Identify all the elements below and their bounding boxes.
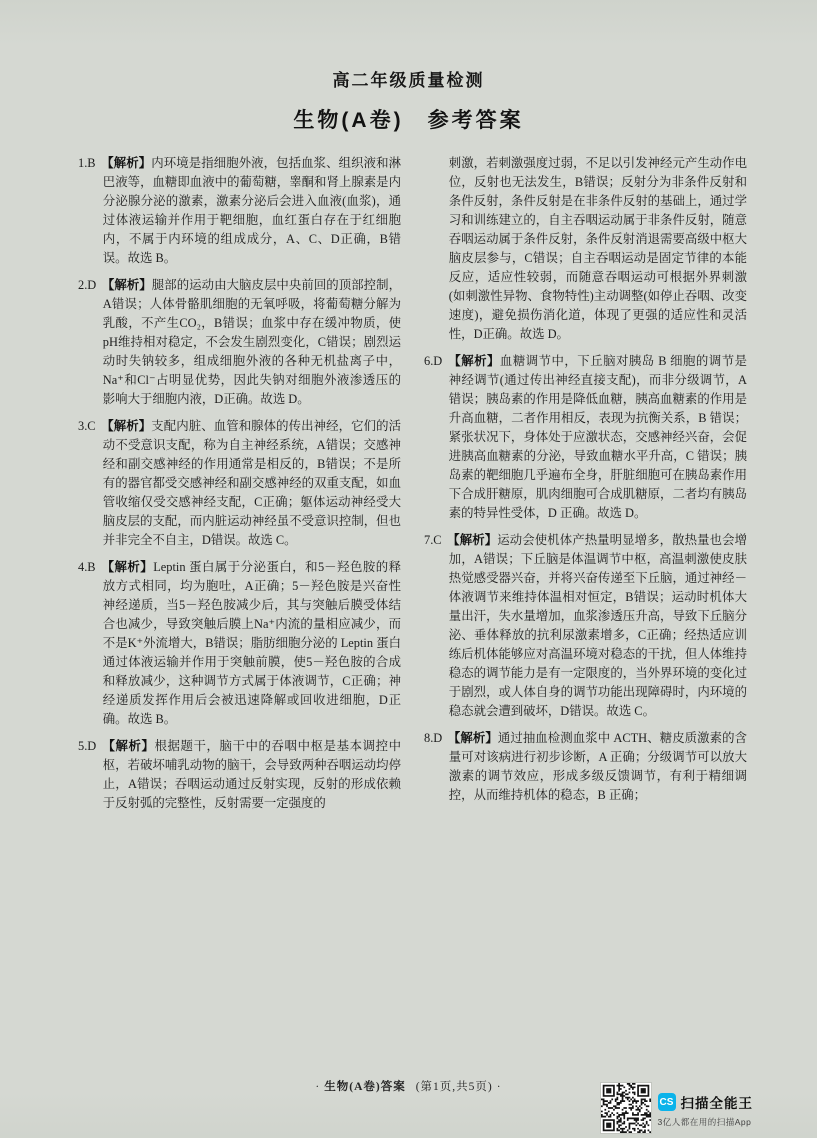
left-column xyxy=(78,154,401,1054)
answer-item-5-continuation xyxy=(424,154,747,344)
answer-text: 支配内脏、血管和腺体的传出神经，它们的活动不受意识支配，称为自主神经系统，A错误；交感神经和副交感神经的作用通常是相反的，B错误；不是所有的器官都受交感神经和副交感神经的双重支配，如血管收缩仅受交感神经支配，C正确；躯体运动神经受大脑皮层的支配，而内脏运动神经虽不受意识控制，但也并非完全不自主，D错误。故选 C。 xyxy=(102,419,402,547)
answer-text: 腿部的运动由大脑皮层中央前回的顶部控制，A错误；人体骨骼肌细胞的无氧呼吸，将葡萄糖分解为乳酸，不产生CO₂，B错误；血浆中存在缓冲物质，使pH维持相对稳定，不会发生剧烈变化，C错误；剧烈运动时失钠较多，组成细胞外液的各种无机盐离子中，Na⁺和Cl⁻占明显优势，因此失钠对细胞外液渗透压的影响大于细胞内液，D正确。故选 D。 xyxy=(102,278,402,406)
answer-number: 1.B xyxy=(78,156,96,170)
camscanner-logo-icon: CS xyxy=(658,1093,676,1111)
camscanner-brand-name: 扫描全能王 xyxy=(680,1096,753,1111)
footer-title: 生物(A卷)答案 xyxy=(324,1081,406,1093)
analysis-label: 【解析】 xyxy=(101,560,154,574)
answer-item-4 xyxy=(78,558,401,729)
analysis-label: 【解析】 xyxy=(447,533,498,547)
camscanner-tagline: 3亿人都在用的扫描App xyxy=(657,1117,752,1127)
answer-text: 血糖调节中，下丘脑对胰岛 B 细胞的调节是神经调节(通过传出神经直接支配)，而非分级调节，A 错误；胰岛素的作用是降低血糖，胰高血糖素的作用是升高血糖，二者作用相反，表现为抗衡关系，B 错误；紧张状况下，身体处于应激状态，交感神经兴奋，会促进胰高血糖素的分泌，导致血糖水平升高，C 错误；胰岛素的靶细胞几乎遍布全身，肝脏细胞可在胰岛素作用下合成肝糖原，肌肉细胞可合成肌糖原，二者均有胰岛素的特异性受体，D 正确。故选 D。 xyxy=(448,354,747,520)
page-title: 高二年级质量检测 xyxy=(332,71,485,90)
camscanner-watermark xyxy=(601,1083,754,1133)
answer-item-7 xyxy=(424,531,747,721)
answer-number: 5.D xyxy=(78,739,97,753)
answer-number: 7.C xyxy=(424,533,442,547)
footer-page-info: (第1页,共5页) xyxy=(415,1081,493,1093)
answer-number: 6.D xyxy=(424,354,443,368)
answer-item-1 xyxy=(78,154,401,268)
answer-columns xyxy=(0,154,817,1054)
qr-code-graphic xyxy=(601,1083,651,1133)
camscanner-logo-row xyxy=(658,1092,754,1112)
answer-text: 根据题干，脑干中的吞咽中枢是基本调控中枢，若破坏哺乳动物的脑干，会导致两种吞咽运动均停止，A错误；吞咽运动通过反射实现，反射的形成依赖于反射弧的完整性，反射需要一定强度的 xyxy=(102,739,402,810)
footer-dot-right: · xyxy=(496,1081,502,1093)
analysis-label: 【解析】 xyxy=(447,354,500,368)
answer-item-6 xyxy=(424,352,747,523)
answer-item-2 xyxy=(78,276,401,409)
answer-text: 刺激，若刺激强度过弱，不足以引发神经元产生动作电位，反射也无法发生，B错误；反射分为非条件反射和条件反射，条件反射是在非条件反射的基础上，通过学习和训练建立的，自主吞咽运动属于非条件反射，随意吞咽运动属于条件反射，条件反射消退需要高级中枢大脑皮层参与，C错误；自主吞咽运动是固定节律的本能反应，适应性较弱，而随意吞咽运动可根据外界刺激(如刺激性异物、食物特性)主动调整(如停止吞咽、改变速度)，避免损伤消化道，体现了更强的适应性和灵活性，D正确。故选 D。 xyxy=(448,156,747,341)
analysis-label: 【解析】 xyxy=(101,156,152,170)
answer-number: 3.C xyxy=(78,419,96,433)
answer-number: 8.D xyxy=(424,731,443,745)
page-subtitle: 生物(A卷) 参考答案 xyxy=(293,109,524,132)
answer-number: 2.D xyxy=(78,278,97,292)
answer-text: 内环境是指细胞外液，包括血浆、组织液和淋巴液等，血糖即血液中的葡萄糖，睾酮和肾上腺素是内分泌腺分泌的激素，激素分泌后会进入血液(血浆)，通过体液运输并作用于靶细胞，血红蛋白存在于红细胞内，不属于内环境的组成成分，A、C、D正确，B错误。故选 B。 xyxy=(102,156,402,265)
answer-item-5 xyxy=(78,737,401,813)
analysis-label: 【解析】 xyxy=(101,419,152,433)
answer-number: 4.B xyxy=(78,560,96,574)
camscanner-branding xyxy=(658,1083,754,1128)
footer-dot-left: · xyxy=(315,1081,321,1093)
analysis-label: 【解析】 xyxy=(101,739,155,753)
analysis-label: 【解析】 xyxy=(447,731,498,745)
answer-text: 运动会使机体产热量明显增多，散热量也会增加，A错误；下丘脑是体温调节中枢，高温刺激使皮肤热觉感受器兴奋，并将兴奋传递至下丘脑，通过神经－体液调节来维持体温相对恒定，B错误；运动时机体大量出汗，失水量增加，血浆渗透压升高，导致下丘脑分泌、垂体释放的抗利尿激素增多，C正确；经热适应训练后机体能够应对高温环境对稳态的干扰，但人体维持稳态的调节能力是有一定限度的，当外界环境的变化过于剧烈，或人体自身的调节功能出现障碍时，内环境的稳态就会遭到破坏，D错误。故选 C。 xyxy=(448,533,748,718)
answer-text: 通过抽血检测血浆中 ACTH、糖皮质激素的含量可对该病进行初步诊断，A 正确；分级调节可以放大激素的调节效应，形成多级反馈调节，有利于精细调控，从而维持机体的稳态，B 正确； xyxy=(448,731,748,802)
right-column xyxy=(424,154,747,1054)
answer-item-8 xyxy=(424,729,747,805)
analysis-label: 【解析】 xyxy=(101,278,152,292)
answer-item-3 xyxy=(78,417,401,550)
qr-code xyxy=(601,1083,651,1133)
answer-text: Leptin 蛋白属于分泌蛋白，和5－羟色胺的释放方式相同，均为胞吐，A正确；5－羟色胺是兴奋性神经递质，当5－羟色胺减少后，其与突触后膜受体结合也减少，导致突触后膜上Na⁺内流的量相应减少，而不是K⁺外流增大，B错误；脂肪细胞分泌的 Leptin 蛋白通过体液运输并作用于突触前膜，使5－羟色胺的合成和释放减少，这种调节方式属于体液调节，C正确；神经递质发挥作用后会被迅速降解或回收进细胞，D正确。故选 B。 xyxy=(102,560,402,726)
